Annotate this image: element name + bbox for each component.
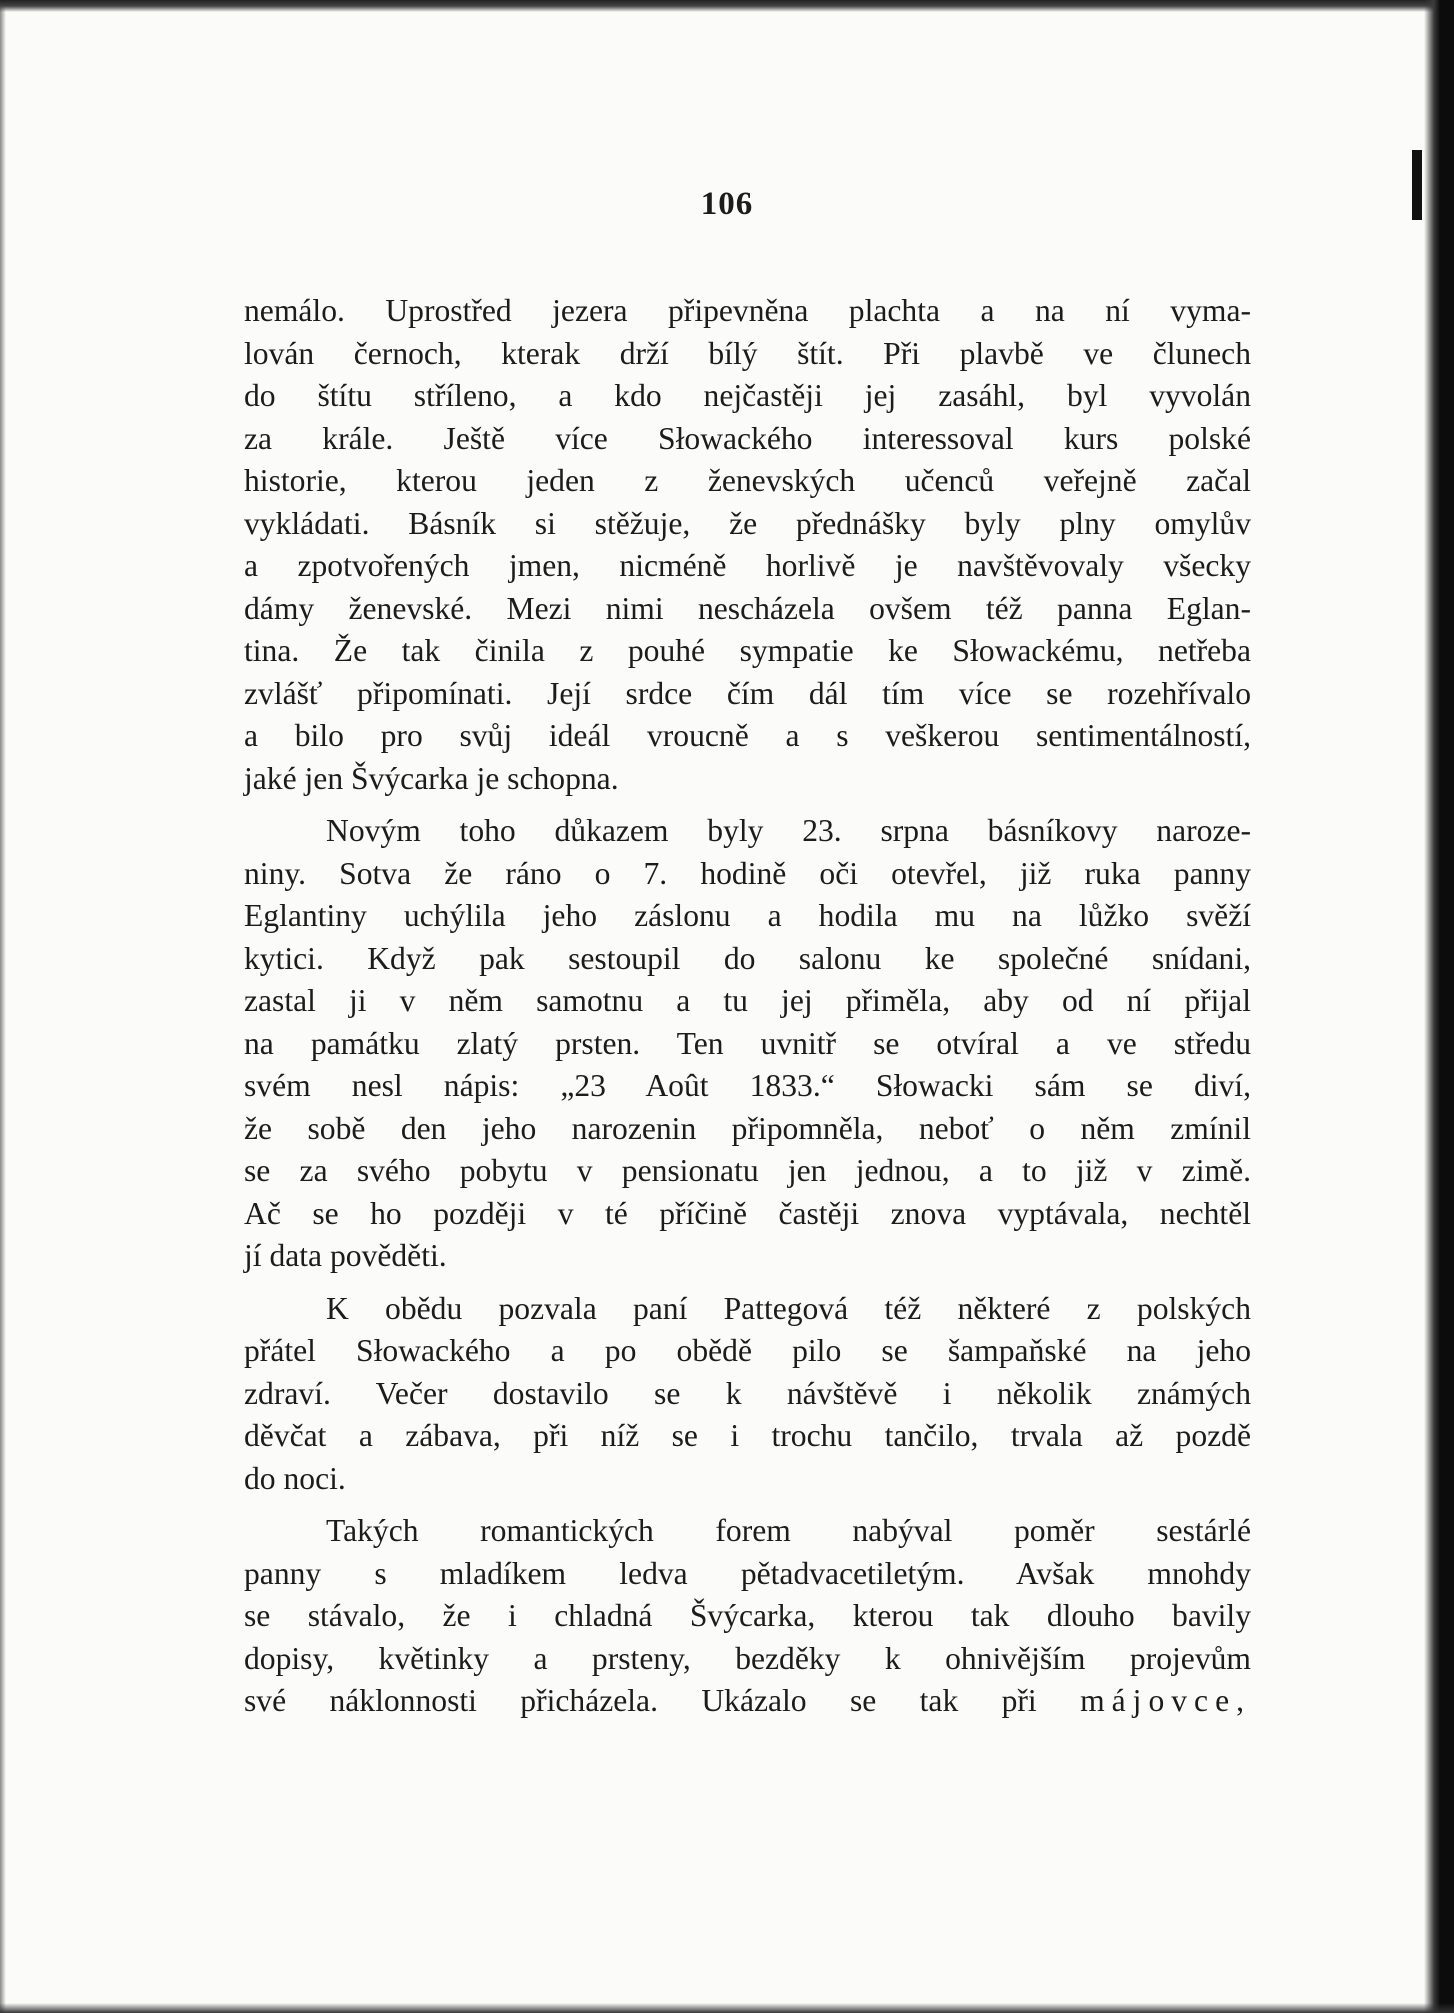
text-line: zastal ji v něm samotnu a tu jej přiměla, aby od ní přijal (244, 983, 1251, 1018)
spaced-emphasis-word: májovce, (1080, 1683, 1251, 1718)
text-line: vykládati. Básník si stěžuje, že přednášky byly plny omylův (244, 505, 1251, 541)
text-line: niny. Sotva že ráno o 7. hodině oči otevřel, již ruka panny (244, 855, 1251, 891)
text-line: za krále. Ještě více Słowackého interessoval kurs polské (244, 420, 1251, 456)
paragraph-4 (244, 1510, 1251, 1723)
paragraph-1 (244, 290, 1251, 800)
text-line: historie, kterou jeden z ženevských učenců veřejně začal (244, 463, 1251, 498)
page-number: 106 (700, 186, 754, 222)
text-line: Takých romantických forem nabýval poměr sestárlé (326, 1513, 1251, 1548)
text-line: se za svého pobytu v pensionatu jen jednou, a to již v zimě. (244, 1153, 1251, 1188)
text-line: se stávalo, že i chladná Švýcarka, kterou tak dlouho bavily (244, 1598, 1251, 1633)
text-line: K obědu pozvala paní Pattegová též některé z polských (326, 1290, 1251, 1326)
text-line: jí data pověděti. (244, 1238, 447, 1273)
text-line: a zpotvořených jmen, nicméně horlivě je navštěvovaly všecky (244, 548, 1251, 583)
text-line: nemálo. Uprostřed jezera připevněna plachta a na ní vyma- (244, 293, 1251, 328)
text-line: děvčat a zábava, při níž se i trochu tančilo, trvala až pozdě (244, 1418, 1251, 1453)
text-line: svém nesl nápis: „23 Août 1833.“ Słowacki sám se diví, (244, 1068, 1251, 1103)
page-right-edge (1424, 0, 1454, 2013)
text-line: Ač se ho později v té příčině častěji znova vyptávala, nechtěl (244, 1195, 1251, 1231)
text-line: do noci. (244, 1460, 346, 1496)
text-line: dopisy, květinky a prsteny, bezděky k ohnivějším projevům (244, 1640, 1251, 1676)
paragraph-2 (244, 810, 1251, 1278)
text-line: na památku zlatý prsten. Ten uvnitř se otvíral a ve středu (244, 1025, 1251, 1061)
text-line: dámy ženevské. Mezi nimi nescházela ovšem též panna Eglan- (244, 590, 1251, 626)
text-line: přátel Słowackého a po obědě pilo se šampaňské na jeho (244, 1333, 1251, 1368)
text-line: tina. Že tak činila z pouhé sympatie ke Słowackému, netřeba (244, 633, 1251, 668)
text-line: Novým toho důkazem byly 23. srpna básníkovy naroze- (326, 813, 1251, 848)
page-top-edge (0, 0, 1454, 12)
text-line: a bilo pro svůj ideál vroucně a s veškerou sentimentálností, (244, 718, 1251, 753)
text-line: lován černoch, kterak drží bílý štít. Při plavbě ve člunech (244, 335, 1251, 371)
paragraph-3 (244, 1288, 1251, 1501)
text-line: jaké jen Švýcarka je schopna. (244, 760, 619, 796)
text-line: panny s mladíkem ledva pětadvacetiletým. Avšak mnohdy (244, 1555, 1251, 1591)
text-line-start: své náklonnosti přicházela. Ukázalo se tak při (244, 1683, 1081, 1718)
text-line: že sobě den jeho narozenin připomněla, neboť o něm zmínil (244, 1110, 1251, 1146)
text-line: zvlášť připomínati. Její srdce čím dál tím více se rozehřívalo (244, 675, 1251, 711)
page-bottom-edge (0, 2003, 1454, 2013)
text-line (244, 1680, 1251, 1723)
text-line: zdraví. Večer dostavilo se k návštěvě i několik známých (244, 1375, 1251, 1411)
text-line: kytici. Když pak sestoupil do salonu ke společné snídani, (244, 940, 1251, 976)
page-left-edge (0, 0, 6, 2013)
text-line: Eglantiny uchýlila jeho záslonu a hodila mu na lůžko svěží (244, 898, 1251, 933)
text-line: do štítu stříleno, a kdo nejčastěji jej zasáhl, byl vyvolán (244, 378, 1251, 413)
body-text (244, 290, 1251, 1733)
